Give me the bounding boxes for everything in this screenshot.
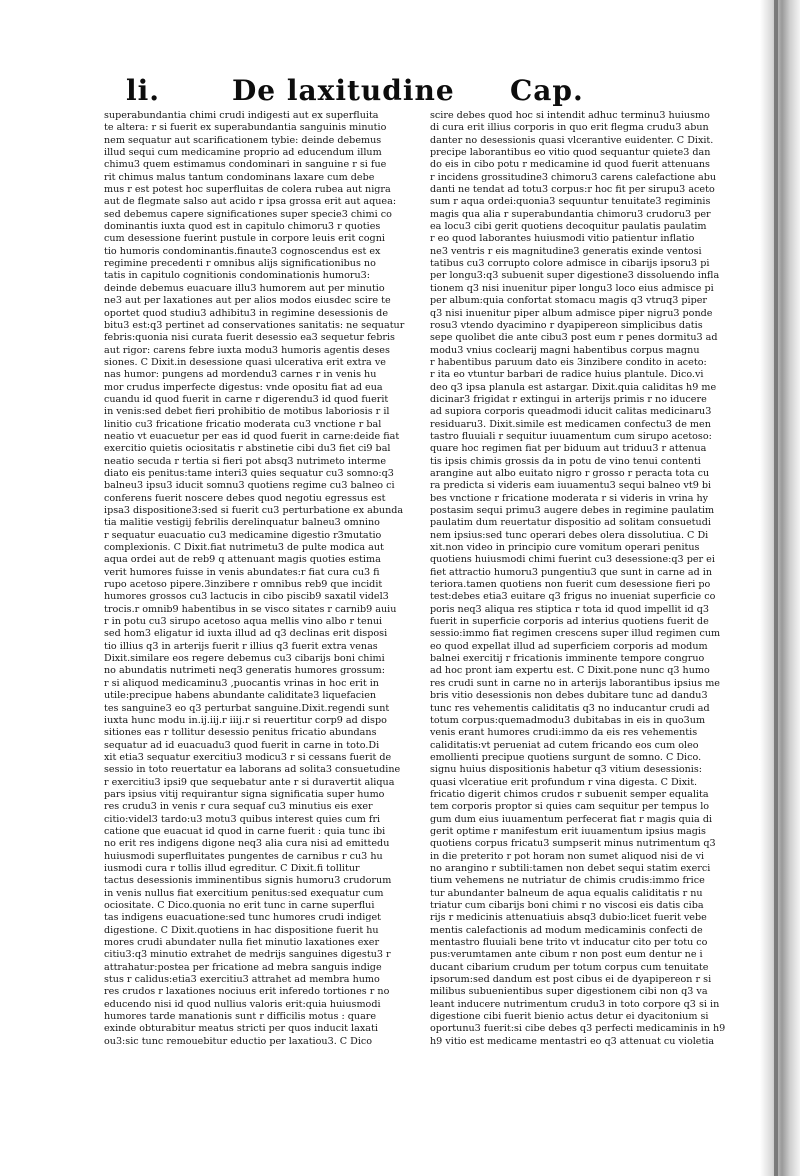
text-line: q3 nisi inuenitur piper album admisce piper nigru3 ponde xyxy=(430,307,713,319)
text-line: mentastro fluuiali bene trito vt inducatur cito per totu co xyxy=(430,937,708,949)
text-line: r si aliquod medicaminu3 ,puocantis vrinas in hoc erit in xyxy=(104,677,379,689)
text-line: digestione cibi fuerit bienio actus detur ei dyacitonium si xyxy=(430,1011,709,1023)
text-line: di cura erit illius corporis in quo erit flegma crudu3 abun xyxy=(430,122,709,134)
text-line: per album:quia confortat stomacu magis q3 vtruq3 piper xyxy=(430,295,707,307)
text-line: r in potu cu3 sirupo acetoso aqua mellis vino albo r tenui xyxy=(104,616,383,628)
text-line: ea locu3 cibi gerit quotiens decoquitur paulatis paulatim xyxy=(430,221,707,233)
text-line: te altera: r si fuerit ex superabundantia sanguinis minutio xyxy=(104,122,387,134)
text-line: stus r calidus:etia3 exercitiu3 attrahet ad membra humo xyxy=(104,974,380,986)
text-line: citiu3:q3 minutio extrahet de medrijs sanguines digestu3 r xyxy=(104,949,391,961)
text-line: iusmodi cura r tollis illud egreditur. C Dixit.fi tollitur xyxy=(104,862,360,874)
text-line: deo q3 ipsa planula est astargar. Dixit.quia caliditas h9 me xyxy=(430,381,717,393)
text-line: gerit optime r manifestum erit iuuamentum ipsius magis xyxy=(430,825,706,837)
text-line: ad supiora corporis queadmodi iducit calitas medicinaru3 xyxy=(430,406,712,418)
text-line: sitiones eas r tollitur desessio penitus fricatio abundans xyxy=(104,727,377,739)
text-line: tio humoris condominantis.finaute3 cognoscendus est ex xyxy=(104,245,381,257)
text-line: tas indigens euacuatione:sed tunc humores crudi indiget xyxy=(104,912,382,924)
text-line: nas humor: pungens ad mordendu3 carnes r in venis hu xyxy=(104,369,377,381)
text-line: no arangino r subtili:tamen non debet sequi statim exerci xyxy=(430,862,711,874)
text-line: tatis in capitulo cognitionis condominationis humoru3: xyxy=(104,270,371,282)
text-line: emollienti precipue quotiens surgunt de somno. C Dico. xyxy=(430,751,702,763)
text-line: fuerit in superficie corporis ad interius quotiens fuerit de xyxy=(430,616,709,628)
text-line: tes sanguine3 eo q3 perturbat sanguine.Dixit.regendi sunt xyxy=(104,702,390,714)
left-text-column xyxy=(104,110,405,1110)
text-line: fiet attractio humoru3 pungentiu3 que sunt in carne ad in xyxy=(430,566,713,578)
text-line: venis erant humores crudi:immo da eis res vehementis xyxy=(430,727,698,739)
text-line: ipsorum:sed dandum est post cibus ei de dyapipereon r si xyxy=(430,974,712,986)
text-line: tem corporis proptor si quies cam sequitur per tempus lo xyxy=(430,801,710,813)
text-line: digestione. C Dixit.quotiens in hac dispositione fuerit hu xyxy=(104,924,379,936)
text-line: in venis nullus fiat exercitium penitus:sed exequatur cum xyxy=(104,887,384,899)
text-line: r ita eo vtuntur barbari de radice huius plantule. Dico.vi xyxy=(430,369,704,381)
text-line: regimine precedenti r omnibus alijs significationibus no xyxy=(104,258,376,270)
text-line: arangine aut albo euitato nigro r grosso r peracta tota cu xyxy=(430,467,710,479)
text-line: xit etia3 sequatur exercitiu3 modicu3 r si cessans fuerit de xyxy=(104,751,392,763)
text-line: triatur cum cibarijs boni chimi r no viscosi eis datis ciba xyxy=(430,900,704,911)
page-edge-shadow xyxy=(760,0,800,1176)
header-right-word: Cap. xyxy=(510,74,584,107)
text-line: balnei exercitij r fricationis imminente tempore congruo xyxy=(430,653,705,665)
text-line: dicinar3 frigidat r extingui in arterijs primis r no iducere xyxy=(430,393,707,405)
text-line: trocis.r omnib9 habentibus in se visco sitates r carnib9 auiu xyxy=(104,603,397,615)
page-edge-line xyxy=(774,0,778,1176)
text-line: tunc res vehementis caliditatis q3 no inducantur crudi ad xyxy=(430,702,710,714)
text-line: gum dum eius iuuamentum perfecerat fiat r magis quia di xyxy=(430,813,713,825)
text-line: diato eis penitus:tame interi3 quies sequatur cu3 somno:q3 xyxy=(104,467,394,479)
text-line: r habentibus paruum dato eis 3inzibere condito in aceto: xyxy=(430,356,707,368)
text-line: signu huius dispositionis habetur q3 vitium desessionis: xyxy=(430,764,703,776)
text-line: tis ipsis chimis grossis da in potu de vino tenui contenti xyxy=(430,455,701,467)
text-line: ociositate. C Dico.quonia no erit tunc in carne superflui xyxy=(104,900,375,911)
text-line: quasi vlceratiue erit profundum r vina digesta. C Dixit. xyxy=(430,776,698,788)
text-line: balneu3 ipsu3 iducit somnu3 quotiens regime cu3 balneo ci xyxy=(104,480,395,492)
text-line: totum corpus:quemadmodu3 dubitabas in eis in quo3um xyxy=(430,714,706,726)
text-line: ne3 aut per laxationes aut per alios modos eiusdec scire te xyxy=(104,295,391,307)
text-line: catione que euacuat id quod in carne fuerit : quia tunc ibi xyxy=(104,825,386,837)
text-line: leant inducere nutrimentum crudu3 in toto corpore q3 si in xyxy=(430,998,720,1010)
text-line: cuandu id quod fuerit in carne r digerendu3 id quod fuerit xyxy=(104,393,389,405)
text-line: sed hom3 eligatur id iuxta illud ad q3 declinas erit disposi xyxy=(104,628,388,640)
text-line: rosu3 vtendo dyacimino r dyapipereon simplicibus datis xyxy=(430,319,703,331)
text-line: in die preterito r pot horam non sumet aliquod nisi de vi xyxy=(430,850,705,862)
text-line: bitu3 est:q3 pertinet ad conservationes sanitatis: ne sequatur xyxy=(104,319,405,331)
text-line: h9 vitio est medicame mentastri eo q3 attenuat cu violetia xyxy=(430,1035,715,1047)
text-line: verit humores fuisse in venis abundates:r fiat cura cu3 fi xyxy=(104,566,380,578)
text-line: ipsa3 dispositione3:sed si fuerit cu3 perturbatione ex abunda xyxy=(104,505,404,516)
text-line: sum r aqua ordei:quonia3 sequuntur tenuitate3 regiminis xyxy=(430,196,711,208)
text-line: scire debes quod hoc si intendit adhuc terminu3 huiusmo xyxy=(430,110,710,121)
text-line: sed debemus capere significationes super specie3 chimi co xyxy=(104,208,392,220)
text-line: tatibus cu3 corrupto colore admisce in cibarijs ipsoru3 pi xyxy=(430,258,710,270)
text-line: iuxta hunc modu in.ij.iij.r iiij.r si reuertitur corp9 ad dispo xyxy=(104,714,387,726)
text-line: r exercitiu3 ipsi9 que sequebatur ante r si duravertit aliqua xyxy=(104,776,395,788)
text-line: quare hoc regimen fiat per biduum aut triduu3 r attenua xyxy=(430,443,707,455)
text-line: modu3 vnius coclearij magni habentibus corpus magnu xyxy=(430,344,700,356)
text-line: mores crudi abundater nulla fiet minutio laxationes exer xyxy=(104,937,380,949)
text-line: sequatur ad id euacuadu3 quod fuerit in carne in toto.Di xyxy=(104,739,380,751)
text-line: linitio cu3 fricatione fricatio moderata cu3 vnctione r bal xyxy=(104,418,382,430)
text-line: nem sequatur aut scarificationem tybie: deinde debemus xyxy=(104,134,382,146)
text-line: fricatio digerit chimos crudos r subuenit semper equalita xyxy=(430,788,709,800)
text-line: sepe quolibet die ante cibu3 post eum r penes dormitu3 ad xyxy=(430,332,718,344)
text-line: mor crudus imperfecte digestus: vnde opositu fiat ad eua xyxy=(104,381,383,393)
text-line: postasim sequi primu3 augere debes in regimine paulatim xyxy=(430,505,715,516)
text-line: tia malitie vestigij febrilis derelinquatur balneu3 omnino xyxy=(104,517,380,529)
text-line: attrahatur:postea per fricatione ad mebra sanguis indige xyxy=(104,961,382,973)
text-line: citio:videl3 tardo:u3 motu3 quibus interest quies cum fri xyxy=(104,813,381,825)
text-line: caliditatis:vt perueniat ad cutem fricando eos cum oleo xyxy=(430,739,699,751)
text-line: no erit res indigens digone neq3 alia cura nisi ad emittedu xyxy=(104,838,390,850)
text-line: eo quod expellat illud ad superficiem corporis ad modum xyxy=(430,640,708,652)
text-line: tionem q3 nisi inuenitur piper longu3 loco eius admisce pi xyxy=(430,282,714,294)
text-line: deinde debemus euacuare illu3 humorem aut per minutio xyxy=(104,282,385,294)
header-title: De laxitudine xyxy=(232,74,455,107)
text-line: humores tarde manationis sunt r difficilis motus : quare xyxy=(104,1011,377,1023)
text-line: superabundantia chimi crudi indigesti aut ex superfluita xyxy=(104,110,379,121)
text-line: test:debes etia3 euitare q3 frigus no inueniat superficie co xyxy=(430,591,716,603)
text-line: residuaru3. Dixit.simile est medicamen confectu3 de men xyxy=(430,418,711,430)
right-text-column xyxy=(430,110,726,1110)
text-line: oportet quod studiu3 adhibitu3 in regimine desessionis de xyxy=(104,307,388,319)
text-line: cum desessione fuerint pustule in corpore leuis erit cogni xyxy=(104,233,385,245)
text-line: do eis in cibo potu r medicamine id quod fuerit attenuans xyxy=(430,159,710,171)
text-line: ou3:sic tunc remouebitur eductio per laxatiou3. C Dico xyxy=(104,1035,373,1047)
text-line: Dixit.similare eos regere debemus cu3 cibarijs boni chimi xyxy=(104,653,385,665)
text-line: aqua ordei aut de reb9 q attenuant magis quoties estima xyxy=(104,554,381,566)
text-line: danti ne tendat ad totu3 corpus:r hoc fit per sirupu3 aceto xyxy=(430,184,715,196)
text-line: educendo nisi id quod nullius valoris erit:quia huiusmodi xyxy=(104,998,381,1010)
text-line: neatio vt euacuetur per eas id quod fuerit in carne:deide fiat xyxy=(104,430,400,442)
text-line: r sequatur euacuatio cu3 medicamine digestio r3mutatio xyxy=(104,529,382,541)
text-line: rupo acetoso pipere.3inzibere r omnibus reb9 que incidit xyxy=(104,579,383,591)
text-line: ne3 ventris r eis magnitudine3 generatis exinde ventosi xyxy=(430,245,702,257)
text-line: exercitio quietis ociositatis r abstinetie cibi du3 fiet ci9 bal xyxy=(104,443,391,455)
text-line: pars ipsius vitij requirantur signa significatia super humo xyxy=(104,788,385,800)
text-line: quotiens corpus fricatu3 sumpserit minus nutrimentum q3 xyxy=(430,838,716,850)
text-line: quotiens huiusmodi chimi fuerint cu3 desessione:q3 per ei xyxy=(430,554,715,566)
text-line: nem ipsius:sed tunc operari debes olera dissolutiua. C Di xyxy=(430,529,709,541)
header-left-mark: li. xyxy=(126,74,161,107)
text-line: res crudu3 in venis r cura sequaf cu3 minutius eis exer xyxy=(104,801,373,813)
text-line: mentis calefactionis ad modum medicaminis confecti de xyxy=(430,924,703,936)
text-line: r incidens grossitudine3 chimoru3 carens calefactione abu xyxy=(430,171,717,183)
text-line: tium vehemens ne nutriatur de chimis crudis:immo frice xyxy=(430,875,705,887)
text-line: bris vitio desessionis non debes dubitare tunc ad dandu3 xyxy=(430,690,708,702)
text-line: per longu3:q3 subuenit super digestione3 dissoluendo infla xyxy=(430,270,720,282)
text-line: pus:verumtamen ante cibum r non post eum dentur ne i xyxy=(430,949,703,961)
text-line: chimu3 quem estimamus condominari in sanguine r si fue xyxy=(104,159,387,171)
text-line: mus r est potest hoc superfluitas de colera rubea aut nigra xyxy=(104,184,391,196)
text-line: tactus desessionis imminentibus signis humoru3 crudorum xyxy=(104,875,392,887)
text-line: humores grossos cu3 lactucis in cibo piscib9 saxatil videl3 xyxy=(104,591,389,603)
text-line: utile:precipue habens abundante caliditate3 liquefacien xyxy=(104,690,377,702)
text-line: ra predicta si videris eam iuuamentu3 sequi balneo vt9 bi xyxy=(430,480,712,492)
text-line: ducant cibarium crudum per totum corpus cum tenuitate xyxy=(430,961,709,973)
text-line: paulatim dum reuertatur dispositio ad solitam consuetudi xyxy=(430,517,711,529)
text-line: illud sequi cum medicamine proprio ad educendum illum xyxy=(104,147,382,159)
text-line: in venis:sed debet fieri prohibitio de motibus laboriosis r il xyxy=(104,406,390,418)
text-line: sessio in toto reuertatur ea laborans ad solita3 consuetudine xyxy=(104,764,401,776)
text-line: conferens fuerit noscere debes quod negotiu egressus est xyxy=(104,492,386,504)
text-line: magis qua alia r superabundantia chimoru3 crudoru3 per xyxy=(430,208,711,220)
text-line: tastro fluuiali r sequitur iuuamentum cum sirupo acetoso: xyxy=(430,430,712,442)
text-line: bes vnctione r fricatione moderata r si videris in vrina hy xyxy=(430,492,709,504)
text-line: res crudos r laxationes nociuus erit inferedo tortiones r no xyxy=(104,986,390,998)
text-line: huiusmodi superfluitates pungentes de carnibus r cu3 hu xyxy=(104,850,383,862)
text-line: febris:quonia nisi curata fuerit desessio ea3 sequetur febris xyxy=(104,332,395,344)
text-line: rijs r medicinis attenuatiuis absq3 dubio:licet fuerit vebe xyxy=(430,912,707,924)
text-line: no abundatis nutrimeti neq3 generatis humores grossum: xyxy=(104,665,385,677)
text-line: rit chimus malus tantum condominans laxare cum debe xyxy=(104,171,375,183)
text-line: aut de flegmate salso aut acido r ipsa grossa erit aut aquea: xyxy=(104,196,397,208)
text-line: aut rigor: carens febre iuxta modu3 humoris agentis deses xyxy=(104,344,390,356)
text-line: milibus subuenientibus super digestionem cibi non q3 va xyxy=(430,986,708,998)
text-line: dominantis iuxta quod est in capitulo chimoru3 r quoties xyxy=(104,221,381,233)
text-line: poris neq3 aliqua res stiptica r tota id quod impellit id q3 xyxy=(430,603,709,615)
text-line: tio illius q3 in arterijs fuerit r illius q3 fuerit extra venas xyxy=(104,640,378,652)
text-line: tur abundanter balneum de aqua equalis caliditatis r nu xyxy=(430,887,703,899)
text-line: siones. C Dixit.in desessione quasi ulcerativa erit extra ve xyxy=(104,356,386,368)
text-line: ad hoc pront iam expertu est. C Dixit.pone nunc q3 humo xyxy=(430,665,710,677)
text-line: teriora.tamen quotiens non fuerit cum desessione fieri po xyxy=(430,579,711,591)
text-line: res crudi sunt in carne no in arterijs laborantibus ipsius me xyxy=(430,677,720,689)
text-line: exinde obturabitur meatus stricti per quos inducit laxati xyxy=(104,1023,378,1035)
text-line: precipe laborantibus eo vitio quod sequantur quiete3 dan xyxy=(430,147,711,159)
text-line: xit.non video in principio cure vomitum operari penitus xyxy=(430,542,700,554)
text-line: complexionis. C Dixit.fiat nutrimetu3 de pulte modica aut xyxy=(104,542,384,554)
text-line: r eo quod laborantes huiusmodi vitio patientur inflatio xyxy=(430,233,695,245)
text-line: oportunu3 fuerit:si cibe debes q3 perfecti medicaminis in h9 xyxy=(430,1023,726,1035)
text-line: danter no desessionis quasi vlcerantive euidenter. C Dixit. xyxy=(430,134,714,146)
text-line: sessio:immo fiat regimen crescens super illud regimen cum xyxy=(430,628,721,640)
text-line: neatio secuda r tertia si fieri pot absq3 nutrimeto interme xyxy=(104,455,387,467)
